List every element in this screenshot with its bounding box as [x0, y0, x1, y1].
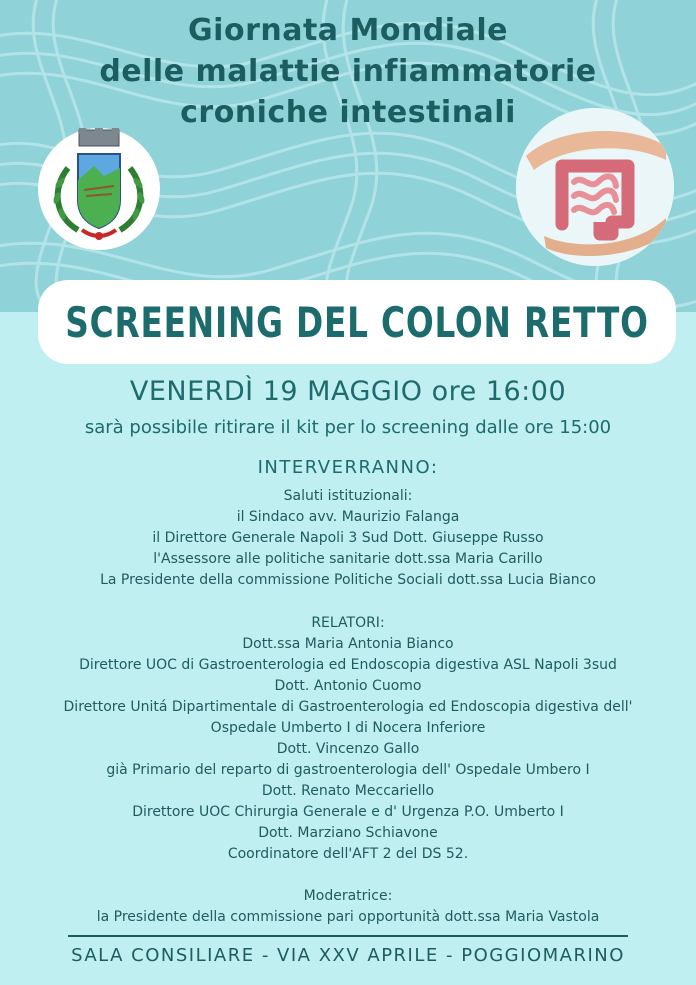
banner-title: SCREENING DEL COLON RETTO: [65, 297, 649, 347]
moderator-line: la Presidente della commissione pari opportunità dott.ssa Maria Vastola: [96, 909, 600, 925]
moderator-line: Moderatrice:: [303, 888, 393, 904]
relatori-line: RELATORI:: [311, 615, 385, 631]
footer-divider: [68, 935, 628, 937]
greetings-line: Saluti istituzionali:: [283, 488, 413, 504]
relatori-list: [0, 613, 696, 865]
relatori-line: Direttore Unitá Dipartimentale di Gastroenterologia ed Endoscopia digestiva dell': [63, 699, 633, 715]
greetings-list: [0, 486, 696, 591]
relatori-line: Coordinatore dell'AFT 2 del DS 52.: [227, 846, 469, 862]
relatori-line: Direttore UOC Chirurgia Generale e d' Urgenza P.O. Umberto I: [132, 804, 564, 820]
title-line-3: croniche intestinali: [180, 95, 516, 130]
kit-note: sarà possibile ritirare il kit per lo screening dalle ore 15:00: [84, 417, 612, 438]
greetings-line: il Direttore Generale Napoli 3 Sud Dott. Giuseppe Russo: [152, 530, 544, 546]
title-line-2: delle malattie infiammatorie: [99, 54, 597, 89]
relatori-line: Dott. Antonio Cuomo: [274, 678, 422, 694]
relatori-line: Dott. Vincenzo Gallo: [276, 741, 420, 757]
greetings-line: La Presidente della commissione Politiche Sociali dott.ssa Lucia Bianco: [100, 572, 596, 588]
relatori-line: Dott. Marziano Schiavone: [258, 825, 438, 841]
municipal-coat-of-arms-icon: [38, 128, 160, 250]
event-date: VENERDÌ 19 MAGGIO ore 16:00: [129, 376, 567, 407]
moderator-block: [0, 886, 696, 928]
intestine-hands-icon: [516, 108, 674, 266]
title-line-1: Giornata Mondiale: [188, 13, 508, 48]
greetings-line: il Sindaco avv. Maurizio Falanga: [236, 509, 460, 525]
speakers-heading: INTERVERRANNO:: [257, 457, 439, 478]
header-area: [0, 0, 696, 312]
screening-banner: [38, 280, 676, 364]
relatori-line: Dott. Renato Meccariello: [261, 783, 435, 799]
relatori-line: già Primario del reparto di gastroenterologia dell' Ospedale Umbero I: [106, 762, 590, 778]
relatori-line: Dott.ssa Maria Antonia Bianco: [242, 636, 454, 652]
relatori-line: Direttore UOC di Gastroenterologia ed Endoscopia digestiva ASL Napoli 3sud: [79, 657, 617, 673]
relatori-line: Ospedale Umberto I di Nocera Inferiore: [210, 720, 486, 736]
venue-address: SALA CONSILIARE - VIA XXV APRILE - POGGIOMARINO: [71, 945, 625, 966]
greetings-line: l'Assessore alle politiche sanitarie dott.ssa Maria Carillo: [153, 551, 543, 567]
